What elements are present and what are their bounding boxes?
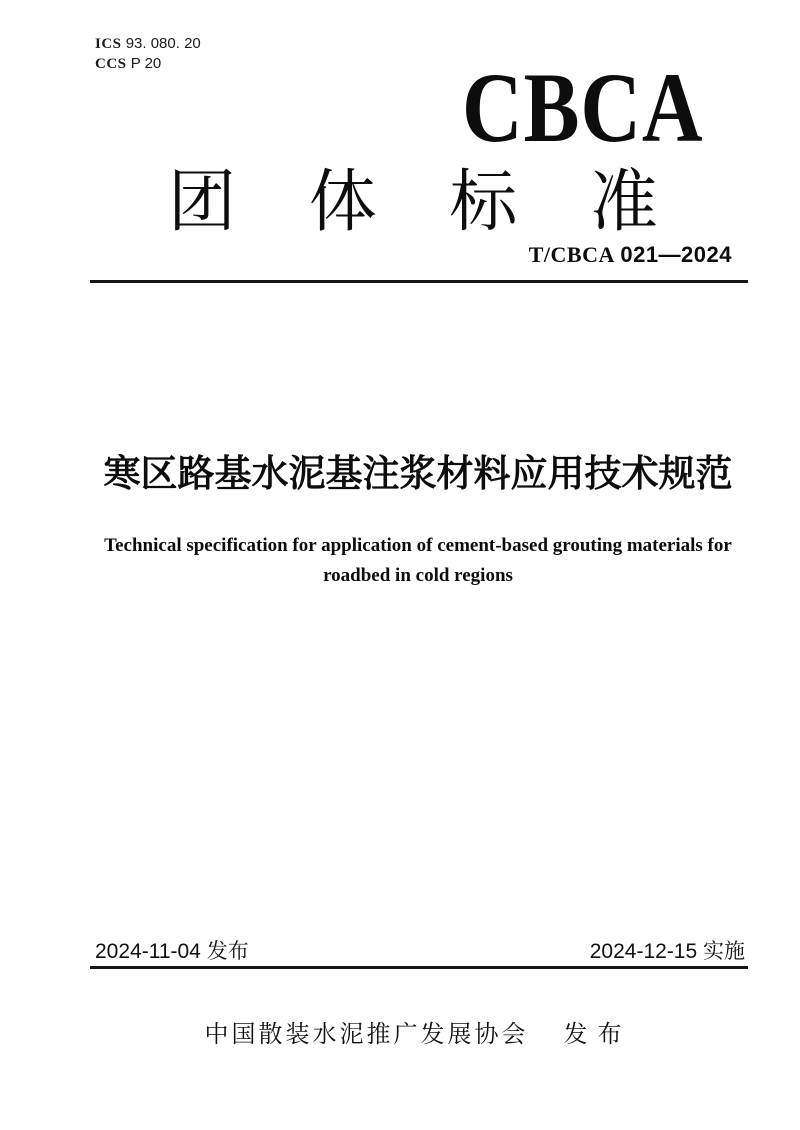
standard-number-code: 021—2024 — [620, 242, 732, 267]
publish-action-label: 发布 — [563, 1022, 632, 1048]
standard-type-char: 准 — [589, 164, 658, 240]
ics-code-line — [95, 34, 201, 54]
english-title-line2: roadbed in cold regions — [323, 565, 513, 586]
standard-type-char: 体 — [308, 164, 377, 240]
issue-date: 2024-11-04 发布 — [95, 940, 249, 963]
ics-label: ICS — [95, 36, 122, 52]
association-logo-text: CBCA — [461, 52, 703, 163]
standard-type-char: 标 — [449, 164, 518, 240]
implementation-date: 2024-12-15 实施 — [589, 940, 745, 963]
footer-rule — [90, 966, 748, 969]
publisher-line — [85, 1020, 751, 1050]
ccs-value: P 20 — [130, 55, 162, 72]
standard-number-prefix: T/CBCA — [528, 242, 615, 267]
ics-value: 93. 080. 20 — [125, 35, 201, 52]
standard-title-chinese: 寒区路基水泥基注浆材料应用技术规范 — [103, 453, 733, 494]
ccs-code-line — [95, 54, 201, 74]
standard-type-heading — [168, 166, 658, 238]
english-title-line1: Technical specification for application of cement-based grouting materials for — [104, 535, 732, 556]
ccs-label: CCS — [95, 56, 127, 72]
header-rule — [90, 280, 748, 283]
classification-codes — [95, 34, 201, 74]
publisher-name: 中国散装水泥推广发展协会 — [204, 1022, 529, 1048]
standard-number — [529, 243, 732, 267]
date-row — [95, 940, 745, 964]
standard-type-char: 团 — [168, 164, 237, 240]
standard-title-english — [85, 531, 751, 591]
